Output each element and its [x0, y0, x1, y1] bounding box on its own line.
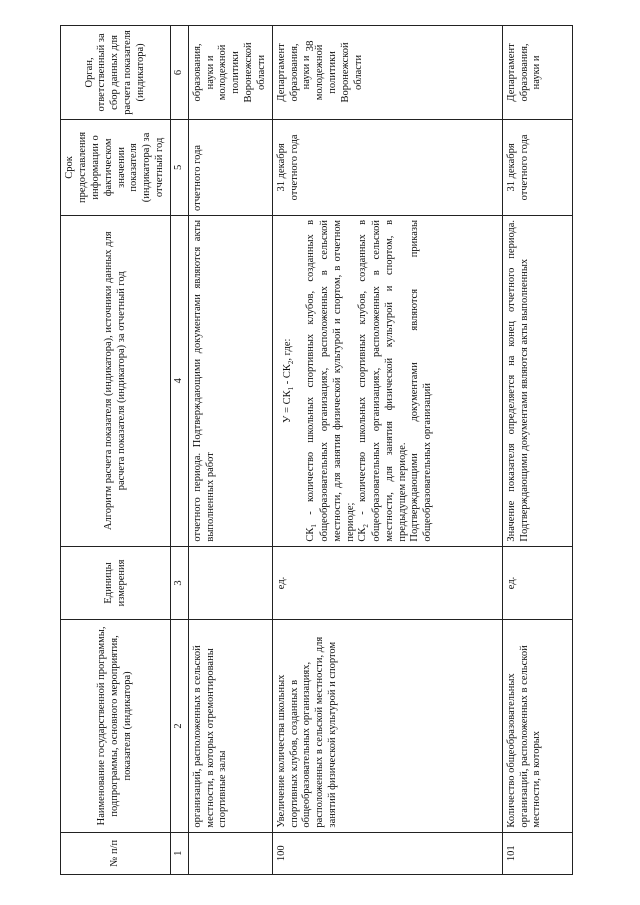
row-name: Количество общеобразовательных организаций, расположенных в сельской местности, в которых	[502, 620, 572, 832]
column-number: 2	[171, 620, 189, 832]
table-row	[272, 26, 502, 875]
header-algorithm: Алгоритм расчета показателя (индикатора), источники данных для расчета показателя (индикатора) за отчетный год	[61, 215, 171, 546]
formula: $У = СК_1 - СК_2$, где:	[281, 338, 295, 423]
rotated-table-container	[60, 25, 620, 875]
column-number: 6	[171, 26, 189, 120]
indicators-table	[60, 25, 573, 875]
row-num	[188, 832, 272, 874]
page-number: 38	[304, 40, 316, 52]
row-organ: образования, науки и молодежной политики Воронежской области	[188, 26, 272, 120]
row-algorithm	[272, 215, 502, 546]
row-organ: Департамент образования, науки и	[502, 26, 572, 120]
header-unit: Единицы измерения	[61, 546, 171, 620]
row-unit	[188, 546, 272, 620]
column-number: 1	[171, 832, 189, 874]
column-number-row	[171, 26, 189, 875]
row-deadline: 31 декабря отчетного года	[502, 119, 572, 215]
row-algorithm: отчетного периода. Подтверждающими документами являются акты выполненных работ	[188, 215, 272, 546]
row-organ: Департамент образования, науки и молодежной политики Воронежской области	[272, 26, 502, 120]
row-name: Увеличение количества школьных спортивных клубов, созданных в общеобразовательных организациях, расположенных в сельской местности, для занятий физической культурой и спортом	[272, 620, 502, 832]
algo-confirm: Подтверждающими документами являются приказы общеобразовательных организаций	[409, 219, 434, 542]
table-row	[502, 26, 572, 875]
header-organ: Орган, ответственный за сбор данных для расчета показателя (индикатора)	[61, 26, 171, 120]
header-name: Наименование государственной программы, подпрограммы, основного мероприятия, показателя (индикатора)	[61, 620, 171, 832]
row-unit: ед.	[502, 546, 572, 620]
header-deadline: Срок предоставления информации о фактическом значении показателя (индикатора) за отчетный год	[61, 119, 171, 215]
row-num: 101	[502, 832, 572, 874]
row-name: организаций, расположенных в сельской местности, в которых отремонтированы спортивные залы	[188, 620, 272, 832]
row-deadline: отчетного года	[188, 119, 272, 215]
column-number: 3	[171, 546, 189, 620]
table-header-row	[61, 26, 171, 875]
algo-sk1: $СК_1$ - количество школьных спортивных клубов, созданных в общеобразовательных организациях, расположенных в сельской местности, для занятия физической культурой и спортом, в отчетном периоде;	[305, 219, 356, 542]
row-deadline: 31 декабря отчетного года	[272, 119, 502, 215]
table-row	[188, 26, 272, 875]
header-num: № п/п	[61, 832, 171, 874]
row-num: 100	[272, 832, 502, 874]
column-number: 4	[171, 215, 189, 546]
column-number: 5	[171, 119, 189, 215]
algo-sk2: $СК_2$ - количество школьных спортивных клубов, созданных в общеобразовательных организациях, расположенных в сельской местности, для занятия физической культурой и спортом, в предыдущем периоде.	[357, 219, 408, 542]
row-algorithm: Значение показателя определяется на конец отчетного периода. Подтверждающими документами являются акты выполненных	[502, 215, 572, 546]
row-unit: ед.	[272, 546, 502, 620]
